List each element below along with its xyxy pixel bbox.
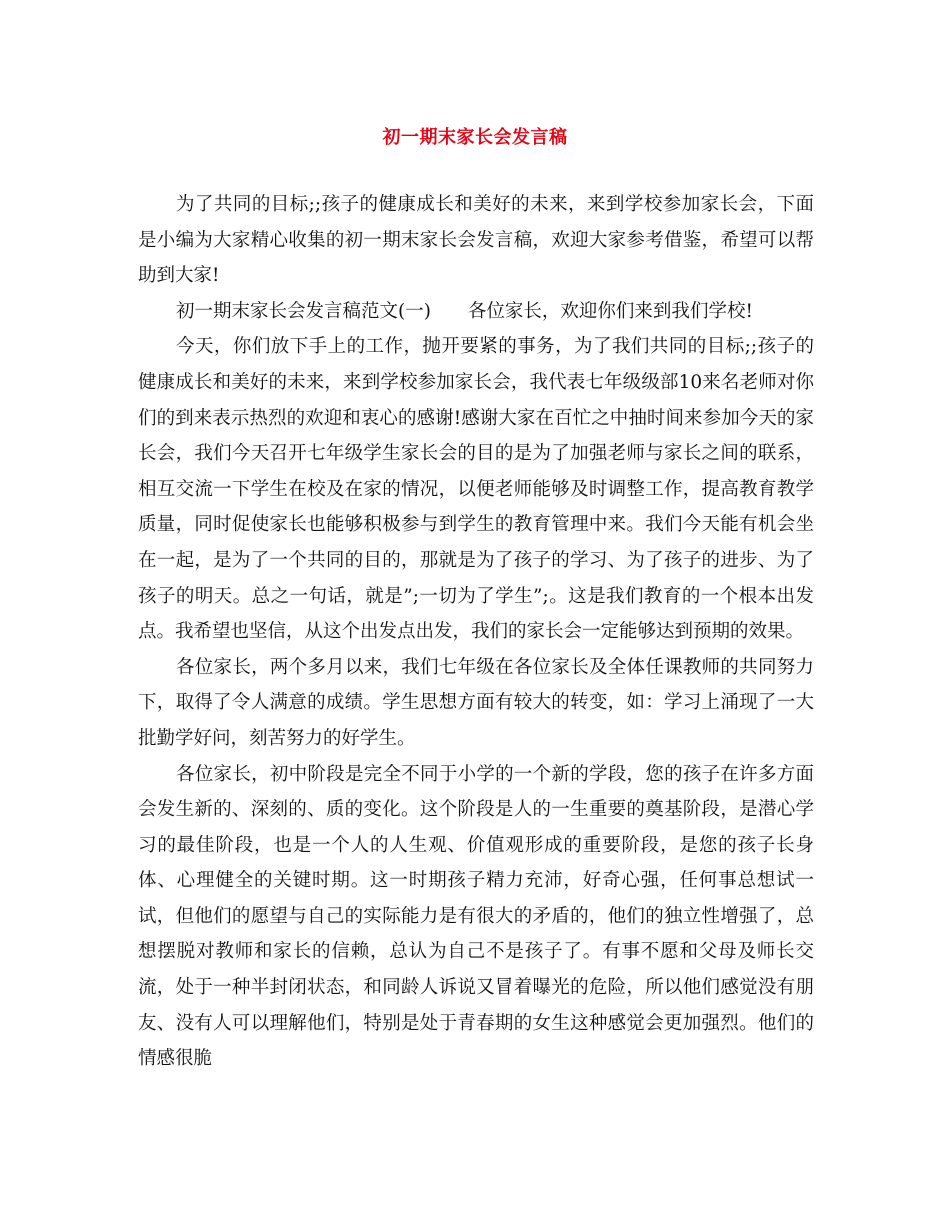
intro-paragraph: 为了共同的目标;;孩子的健康成长和美好的未来，来到学校参加家长会，下面是小编为大家精心收集的初一期末家长会发言稿，欢迎大家参考借鉴，希望可以帮助到大家! [138,194,814,287]
document-body [138,187,814,1077]
body-paragraph: 各位家长，两个多月以来，我们七年级在各位家长及全体任课教师的共同努力下，取得了令人满意的成绩。学生思想方面有较大的转变，如：学习上涌现了一大批勤学好问，刻苦努力的好学生。 [138,656,814,749]
document-title: 初一期末家长会发言稿 [382,127,568,148]
body-paragraph: 今天，你们放下手上的工作，抛开要紧的事务，为了我们共同的目标;;孩子的健康成长和美好的未来，来到学校参加家长会，我代表七年级级部10来名老师对你们的到来表示热烈的欢迎和衷心的感谢!感谢大家在百忙之中抽时间来参加今天的家长会，我们今天召开七年级学生家长会的目的是为了加强老师与家长之间的联系，相互交流一下学生在校及在家的情况，以便老师能够及时调整工作，提高教育教学质量，同时促使家长也能够积极参与到学生的教育管理中来。我们今天能有机会坐在一起，是为了一个共同的目的，那就是为了孩子的学习、为了孩子的进步、为了孩子的明天。总之一句话，就是”;一切为了学生”;。这是我们教育的一个根本出发点。我希望也坚信，从这个出发点出发，我们的家长会一定能够达到预期的效果。 [138,336,814,643]
section-heading-paragraph: 初一期末家长会发言稿范文(一) 各位家长，欢迎你们来到我们学校! [176,300,753,322]
body-paragraph: 各位家长，初中阶段是完全不同于小学的一个新的学段，您的孩子在许多方面会发生新的、深刻的、质的变化。这个阶段是人的一生重要的奠基阶段，是潜心学习的最佳阶段，也是一个人的人生观、价值观形成的重要阶段，是您的孩子长身体、心理健全的关键时期。这一时期孩子精力充沛，好奇心强，任何事总想试一试，但他们的愿望与自己的实际能力是有很大的矛盾的，他们的独立性增强了，总想摆脱对教师和家长的信赖，总认为自己不是孩子了。有事不愿和父母及师长交流，处于一种半封闭状态，和同龄人诉说又冒着曝光的危险，所以他们感觉没有朋友、没有人可以理解他们，特别是处于青春期的女生这种感觉会更加强烈。他们的情感很脆 [138,763,814,1070]
